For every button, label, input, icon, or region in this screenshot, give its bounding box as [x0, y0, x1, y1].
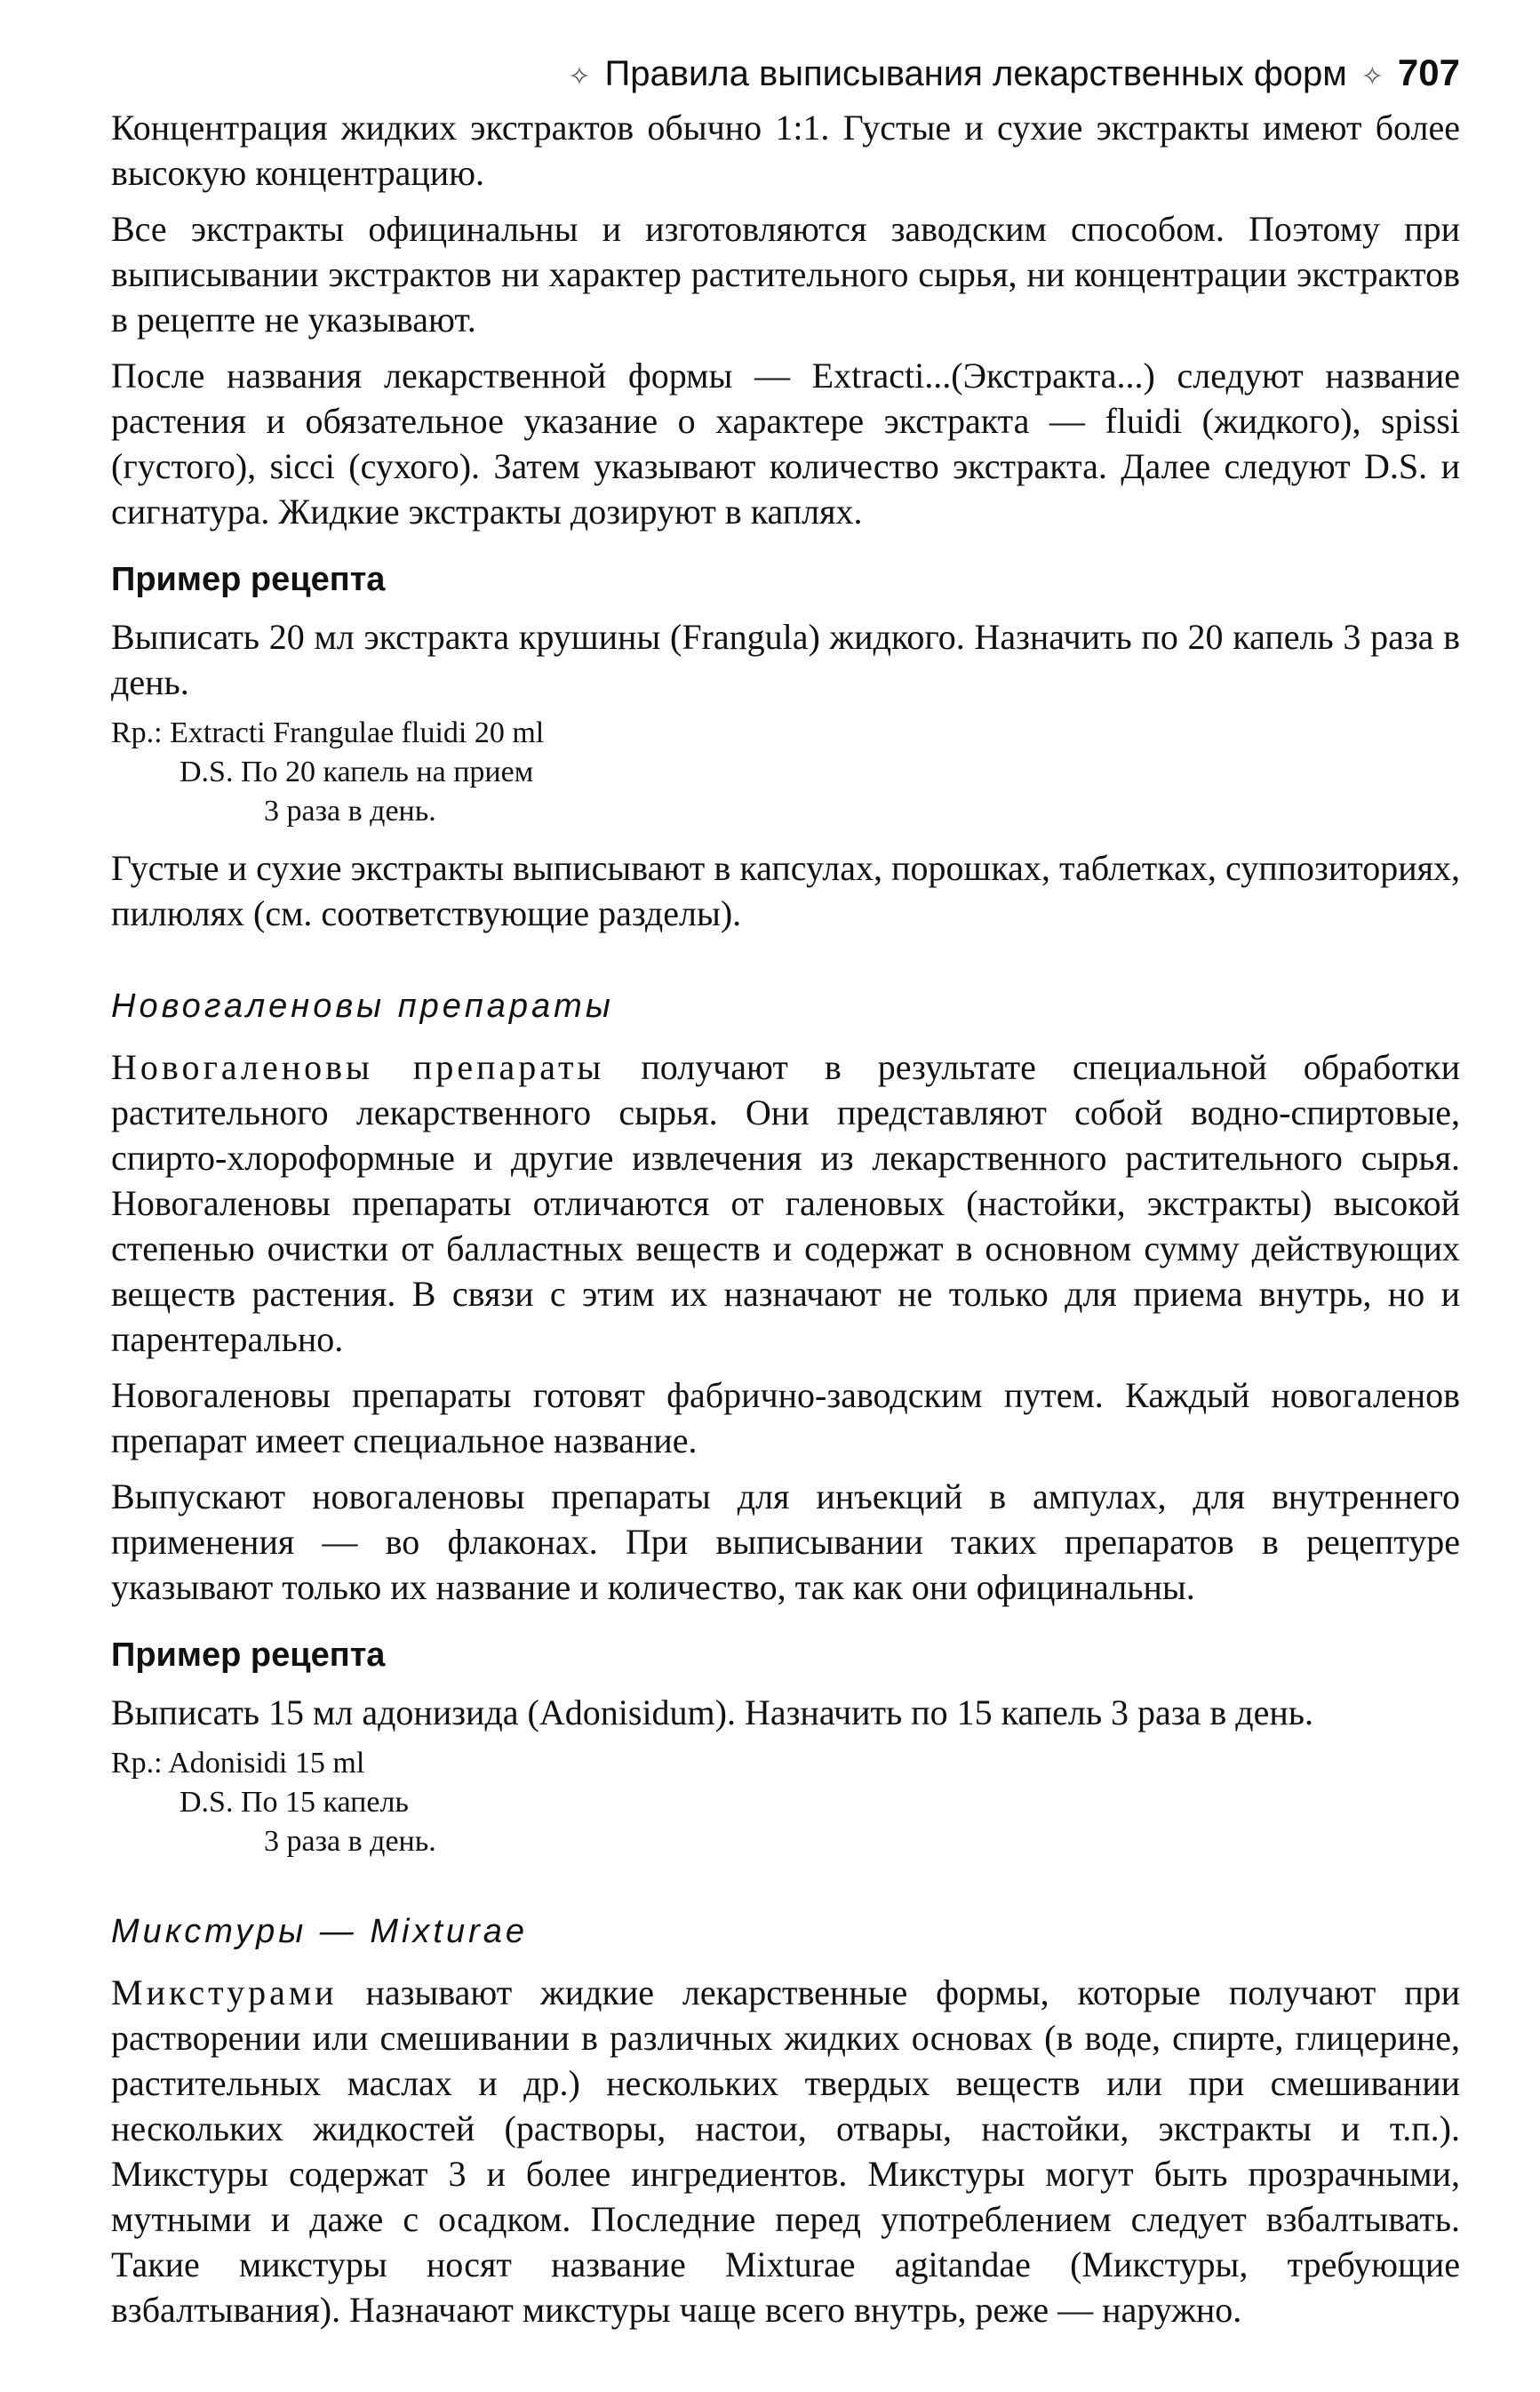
example-heading-2: Пример рецепта — [111, 1636, 386, 1674]
section-title-mixtures: Микстуры — Mixturae — [111, 1913, 529, 1950]
section-title-novogalenic: Новогаленовы препараты — [111, 988, 614, 1025]
prescription-2 — [111, 1744, 1460, 1861]
paragraph-extracts-officinal: Все экстракты официнальны и изготовляются заводским способом. Поэтому при выписывании экстрактов ни характер растительного сырья, ни концентрации экстрактов в рецепте не указывают. — [111, 209, 1460, 340]
prescription-1 — [111, 714, 1460, 831]
paragraph-extract-prescription-order: После названия лекарственной формы — Extracti...(Экстракта...) следуют название растения и обязательное указание о характере экстракта — fluidi (жидкого), spissi (густого), sicci (сухого). Затем указывают количество экстракта. Далее следуют D.S. и сигнатура. Жидкие экстракты дозируют в каплях. — [111, 356, 1460, 532]
paragraph-novogalenic-definition-text: получают в результате специальной обработки растительного лекарственного сырья. Они представляют собой водно-спиртовые, спирто-хлороформные и другие извлечения из лекарственного растительного сырья. Новогаленовы препараты отличаются от галеновых (настойки, экстракты) высокой степенью очистки от балластных веществ и содержат в основном сумму действующих веществ растения. В связи с этим их назначают не только для приема внутрь, но и парентерально. — [111, 1047, 1460, 1359]
page-number: 707 — [1397, 52, 1460, 93]
prescription-2-line-3: 3 раза в день. — [264, 1825, 436, 1858]
running-title: Правила выписывания лекарственных форм — [604, 54, 1347, 93]
paragraph-mixtures-definition-text: называют жидкие лекарственные формы, которые получают при растворении или смешивании в различных жидких основах (в воде, спирте, глицерине, растительных маслах и др.) нескольких твердых веществ или при смешивании нескольких жидкостей (растворы, настои, отвары, настойки, экстракты и т.п.). Микстуры содержат 3 и более ингредиентов. Микстуры могут быть прозрачными, мутными и даже с осадком. Последние перед употреблением следует взбалтывать. Такие микстуры носят название Mixturae agitandae (Микстуры, требующие взбалтывания). Назначают микстуры чаще всего внутрь, реже — наружно. — [111, 1972, 1460, 2330]
running-header — [111, 46, 1460, 105]
example-heading-1: Пример рецепта — [111, 561, 386, 598]
paragraph-novogalenic-definition — [111, 1044, 1460, 1362]
prescription-2-line-1: Rp.: Adonisidi 15 ml — [111, 1747, 365, 1780]
prescription-1-line-1: Rp.: Extracti Frangulae fluidi 20 ml — [111, 716, 545, 749]
paragraph-thick-dry-extracts: Густые и сухие экстракты выписывают в капсулах, порошках, таблетках, суппозиториях, пилюлях (см. соответствующие разделы). — [111, 848, 1460, 933]
prescription-1-line-3: 3 раза в день. — [264, 795, 436, 828]
example-task-2: Выписать 15 мл адонизида (Adonisidum). Назначить по 15 капель 3 раза в день. — [111, 1692, 1314, 1732]
paragraph-mixtures-definition — [111, 1970, 1460, 2332]
prescription-1-line-2: D.S. По 20 капель на прием — [180, 756, 534, 788]
term-novogalenic: Новогаленовы препараты — [111, 1047, 605, 1087]
term-mixtures: Микстурами — [111, 1972, 338, 2012]
paragraph-novogalenic-release: Выпускают новогаленовы препараты для инъекций в ампулах, для внутреннего применения — во флаконах. При выписывании таких препаратов в рецептуре указывают только их название и количество, так как они официнальны. — [111, 1476, 1460, 1607]
example-task-1: Выписать 20 мл экстракта крушины (Frangula) жидкого. Назначить по 20 капель 3 раза в день. — [111, 617, 1460, 702]
ornament-right-icon: ✧ — [1360, 62, 1384, 92]
ornament-left-icon: ✧ — [568, 62, 591, 92]
paragraph-extract-concentration: Концентрация жидких экстрактов обычно 1:1. Густые и сухие экстракты имеют более высокую концентрацию. — [111, 108, 1460, 193]
prescription-2-line-2: D.S. По 15 капель — [180, 1786, 409, 1819]
paragraph-novogalenic-manufacture: Новогаленовы препараты готовят фабрично-заводским путем. Каждый новогаленов препарат имеет специальное название. — [111, 1375, 1460, 1460]
document-page — [111, 46, 1460, 2332]
